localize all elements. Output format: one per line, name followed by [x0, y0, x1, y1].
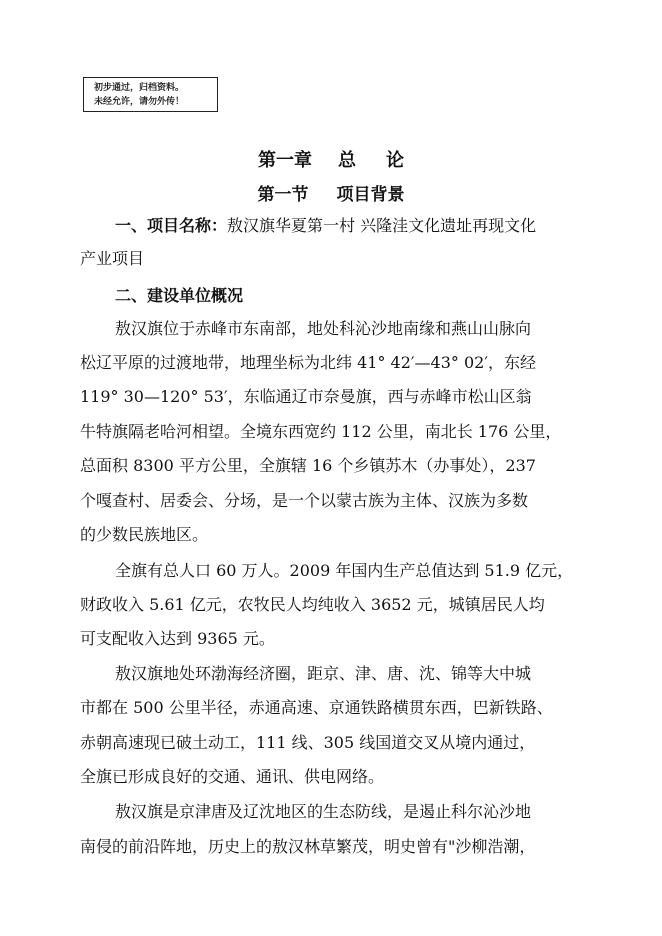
- body-line: 可支配收入达到 9365 元。: [80, 629, 275, 648]
- body-line: 松辽平原的过渡地带，地理坐标为北纬 41° 42′—43° 02′，东经: [80, 353, 536, 372]
- chapter-title-char-1: 总: [338, 150, 356, 171]
- project-name-text: 敖汉旗华夏第一村 兴隆洼文化遗址再现文化: [227, 216, 537, 235]
- body-line: 赤朝高速现已破土动工，111 线、305 线国道交叉从境内通过，: [80, 733, 536, 752]
- project-name-label: 一、项目名称：: [115, 216, 228, 235]
- body-line: 牛特旗隔老哈河相望。全境东西宽约 112 公里，南北长 176 公里，: [80, 422, 562, 441]
- notice-line-1: 初步通过，归档资料。: [94, 83, 185, 93]
- body-line: 全旗有总人口 60 万人。2009 年国内生产总值达到 51.9 亿元，: [115, 561, 574, 580]
- body-line: 敖汉旗位于赤峰市东南部，地处科沁沙地南缘和燕山山脉向: [115, 319, 532, 338]
- chapter-title: [0, 146, 662, 172]
- chapter-number: 第一章: [258, 150, 312, 171]
- project-name-line: [115, 215, 585, 237]
- body-line: 总面积 8300 平方公里，全旗辖 16 个乡镇苏木（办事处），237: [80, 456, 536, 475]
- body-line: 119° 30—120° 53′，东临通辽市奈曼旗，西与赤峰市松山区翁: [80, 387, 532, 406]
- section-number: 第一节: [257, 185, 309, 205]
- body-line: 南侵的前沿阵地，历史上的敖汉林草繁茂，明史曾有"沙柳浩潮，: [80, 837, 536, 856]
- body-line: 个嘎查村、居委会、分场，是一个以蒙古族为主体、汉族为多数: [80, 491, 529, 510]
- body-line: 的少数民族地区。: [80, 525, 209, 544]
- body-line: 市都在 500 公里半径，赤通高速、京通铁路横贯东西，巴新铁路、: [80, 698, 553, 717]
- section-title: [0, 180, 662, 205]
- notice-line-2: 未经允许，请勿外传！: [94, 97, 185, 107]
- body-line: 敖汉旗是京津唐及辽沈地区的生态防线，是遏止科尔沁沙地: [115, 802, 532, 821]
- body-line: 财政收入 5.61 亿元，农牧民人均纯收入 3652 元，城镇居民人均: [80, 595, 545, 614]
- body-line: 敖汉旗地处环渤海经济圈，距京、津、唐、沈、锦等大中城: [115, 664, 532, 683]
- confidential-notice-box: [83, 77, 218, 112]
- body-line: 产业项目: [80, 249, 145, 268]
- chapter-title-char-2: 论: [386, 150, 404, 171]
- section-name: 项目背景: [336, 185, 405, 205]
- heading-construction-unit: 二、建设单位概况: [115, 286, 244, 305]
- body-line: 全旗已形成良好的交通、通讯、供电网络。: [80, 767, 385, 786]
